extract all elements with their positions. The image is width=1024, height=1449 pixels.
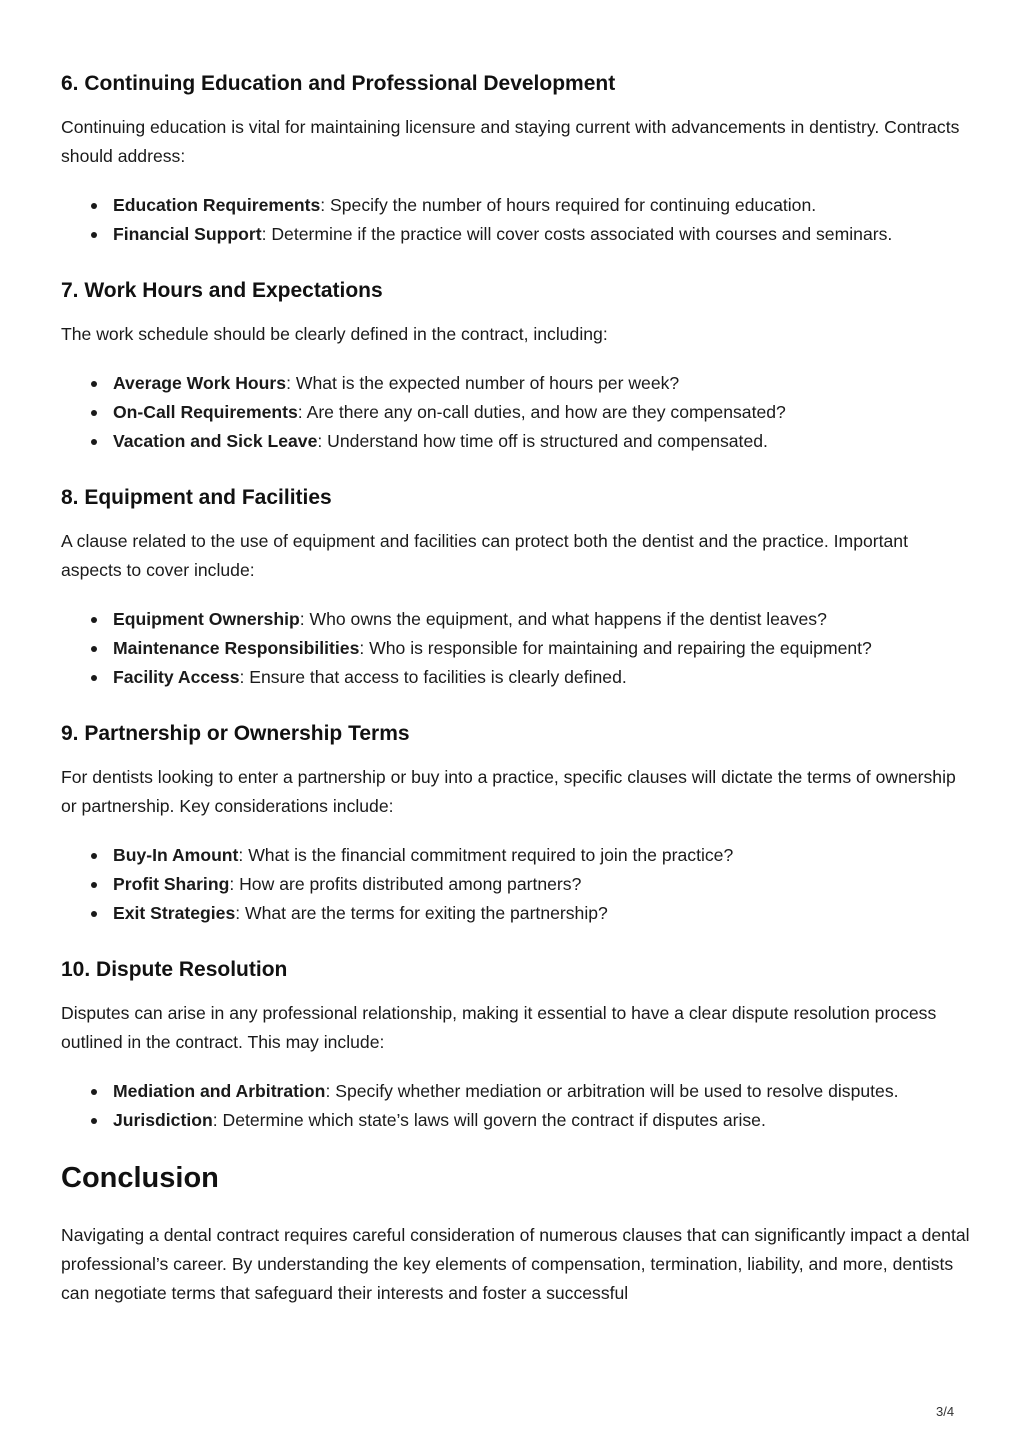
list-item-text: : What is the expected number of hours per week? bbox=[286, 373, 680, 393]
list-item bbox=[113, 841, 971, 870]
list-item bbox=[113, 870, 971, 899]
list-item bbox=[113, 1077, 971, 1106]
list-item-term: Exit Strategies bbox=[113, 903, 236, 923]
list-item-term: Education Requirements bbox=[113, 195, 321, 215]
list-item-text: : Ensure that access to facilities is clearly defined. bbox=[239, 667, 627, 687]
section-intro: A clause related to the use of equipment and facilities can protect both the dentist and the practice. Important aspects to cover include: bbox=[61, 531, 908, 580]
section-heading: 7. Work Hours and Expectations bbox=[61, 279, 383, 302]
conclusion-heading: Conclusion bbox=[61, 1162, 219, 1194]
list-item-term: Vacation and Sick Leave bbox=[113, 431, 318, 451]
section-intro: Continuing education is vital for maintaining licensure and staying current with advancements in dentistry. Contracts should address: bbox=[61, 117, 960, 166]
list-item-term: Profit Sharing bbox=[113, 874, 230, 894]
list-item bbox=[113, 220, 971, 249]
conclusion-text: Navigating a dental contract requires careful consideration of numerous clauses that can significantly impact a dental professional’s career. By understanding the key elements of compensation, termination, liability, and more, dentists can negotiate terms that safeguard their interests and foster a successful bbox=[61, 1225, 970, 1303]
list-item-term: Jurisdiction bbox=[113, 1110, 213, 1130]
list-item bbox=[113, 634, 971, 663]
list-item bbox=[113, 427, 971, 456]
list-item-text: : Who is responsible for maintaining and repairing the equipment? bbox=[359, 638, 872, 658]
list-item-text: : Determine which state’s laws will govern the contract if disputes arise. bbox=[212, 1110, 766, 1130]
list-item bbox=[113, 369, 971, 398]
bullet-list bbox=[61, 191, 971, 249]
section-intro: Disputes can arise in any professional relationship, making it essential to have a clear dispute resolution process outlined in the contract. This may include: bbox=[61, 1003, 937, 1052]
list-item-text: : Understand how time off is structured and compensated. bbox=[317, 431, 768, 451]
list-item bbox=[113, 899, 971, 928]
section-intro: The work schedule should be clearly defined in the contract, including: bbox=[61, 324, 608, 344]
section-heading: 6. Continuing Education and Professional Development bbox=[61, 72, 616, 95]
list-item bbox=[113, 398, 971, 427]
list-item-text: : Specify the number of hours required for continuing education. bbox=[320, 195, 817, 215]
bullet-list bbox=[61, 841, 971, 928]
section-heading: 10. Dispute Resolution bbox=[61, 958, 288, 981]
list-item-term: Mediation and Arbitration bbox=[113, 1081, 326, 1101]
list-item-term: Maintenance Responsibilities bbox=[113, 638, 360, 658]
list-item-text: : How are profits distributed among partners? bbox=[229, 874, 582, 894]
list-item-term: Facility Access bbox=[113, 667, 240, 687]
bullet-list bbox=[61, 605, 971, 692]
list-item bbox=[113, 191, 971, 220]
list-item-term: Average Work Hours bbox=[113, 373, 287, 393]
section-intro: For dentists looking to enter a partnership or buy into a practice, specific clauses will dictate the terms of ownership or partnership. Key considerations include: bbox=[61, 767, 956, 816]
list-item-term: Equipment Ownership bbox=[113, 609, 300, 629]
section-heading: 8. Equipment and Facilities bbox=[61, 486, 332, 509]
list-item-term: On-Call Requirements bbox=[113, 402, 298, 422]
list-item-text: : Are there any on-call duties, and how are they compensated? bbox=[297, 402, 786, 422]
page-content bbox=[61, 62, 971, 1308]
list-item-text: : Who owns the equipment, and what happens if the dentist leaves? bbox=[299, 609, 827, 629]
list-item-term: Buy-In Amount bbox=[113, 845, 239, 865]
section-heading: 9. Partnership or Ownership Terms bbox=[61, 722, 410, 745]
page-number: 3/4 bbox=[936, 1404, 955, 1419]
list-item bbox=[113, 1106, 971, 1135]
list-item bbox=[113, 663, 971, 692]
bullet-list bbox=[61, 1077, 971, 1135]
list-item bbox=[113, 605, 971, 634]
list-item-text: : Determine if the practice will cover costs associated with courses and seminars. bbox=[261, 224, 893, 244]
list-item-text: : What is the financial commitment required to join the practice? bbox=[238, 845, 734, 865]
bullet-list bbox=[61, 369, 971, 456]
list-item-text: : Specify whether mediation or arbitration will be used to resolve disputes. bbox=[325, 1081, 899, 1101]
list-item-text: : What are the terms for exiting the partnership? bbox=[235, 903, 608, 923]
list-item-term: Financial Support bbox=[113, 224, 262, 244]
